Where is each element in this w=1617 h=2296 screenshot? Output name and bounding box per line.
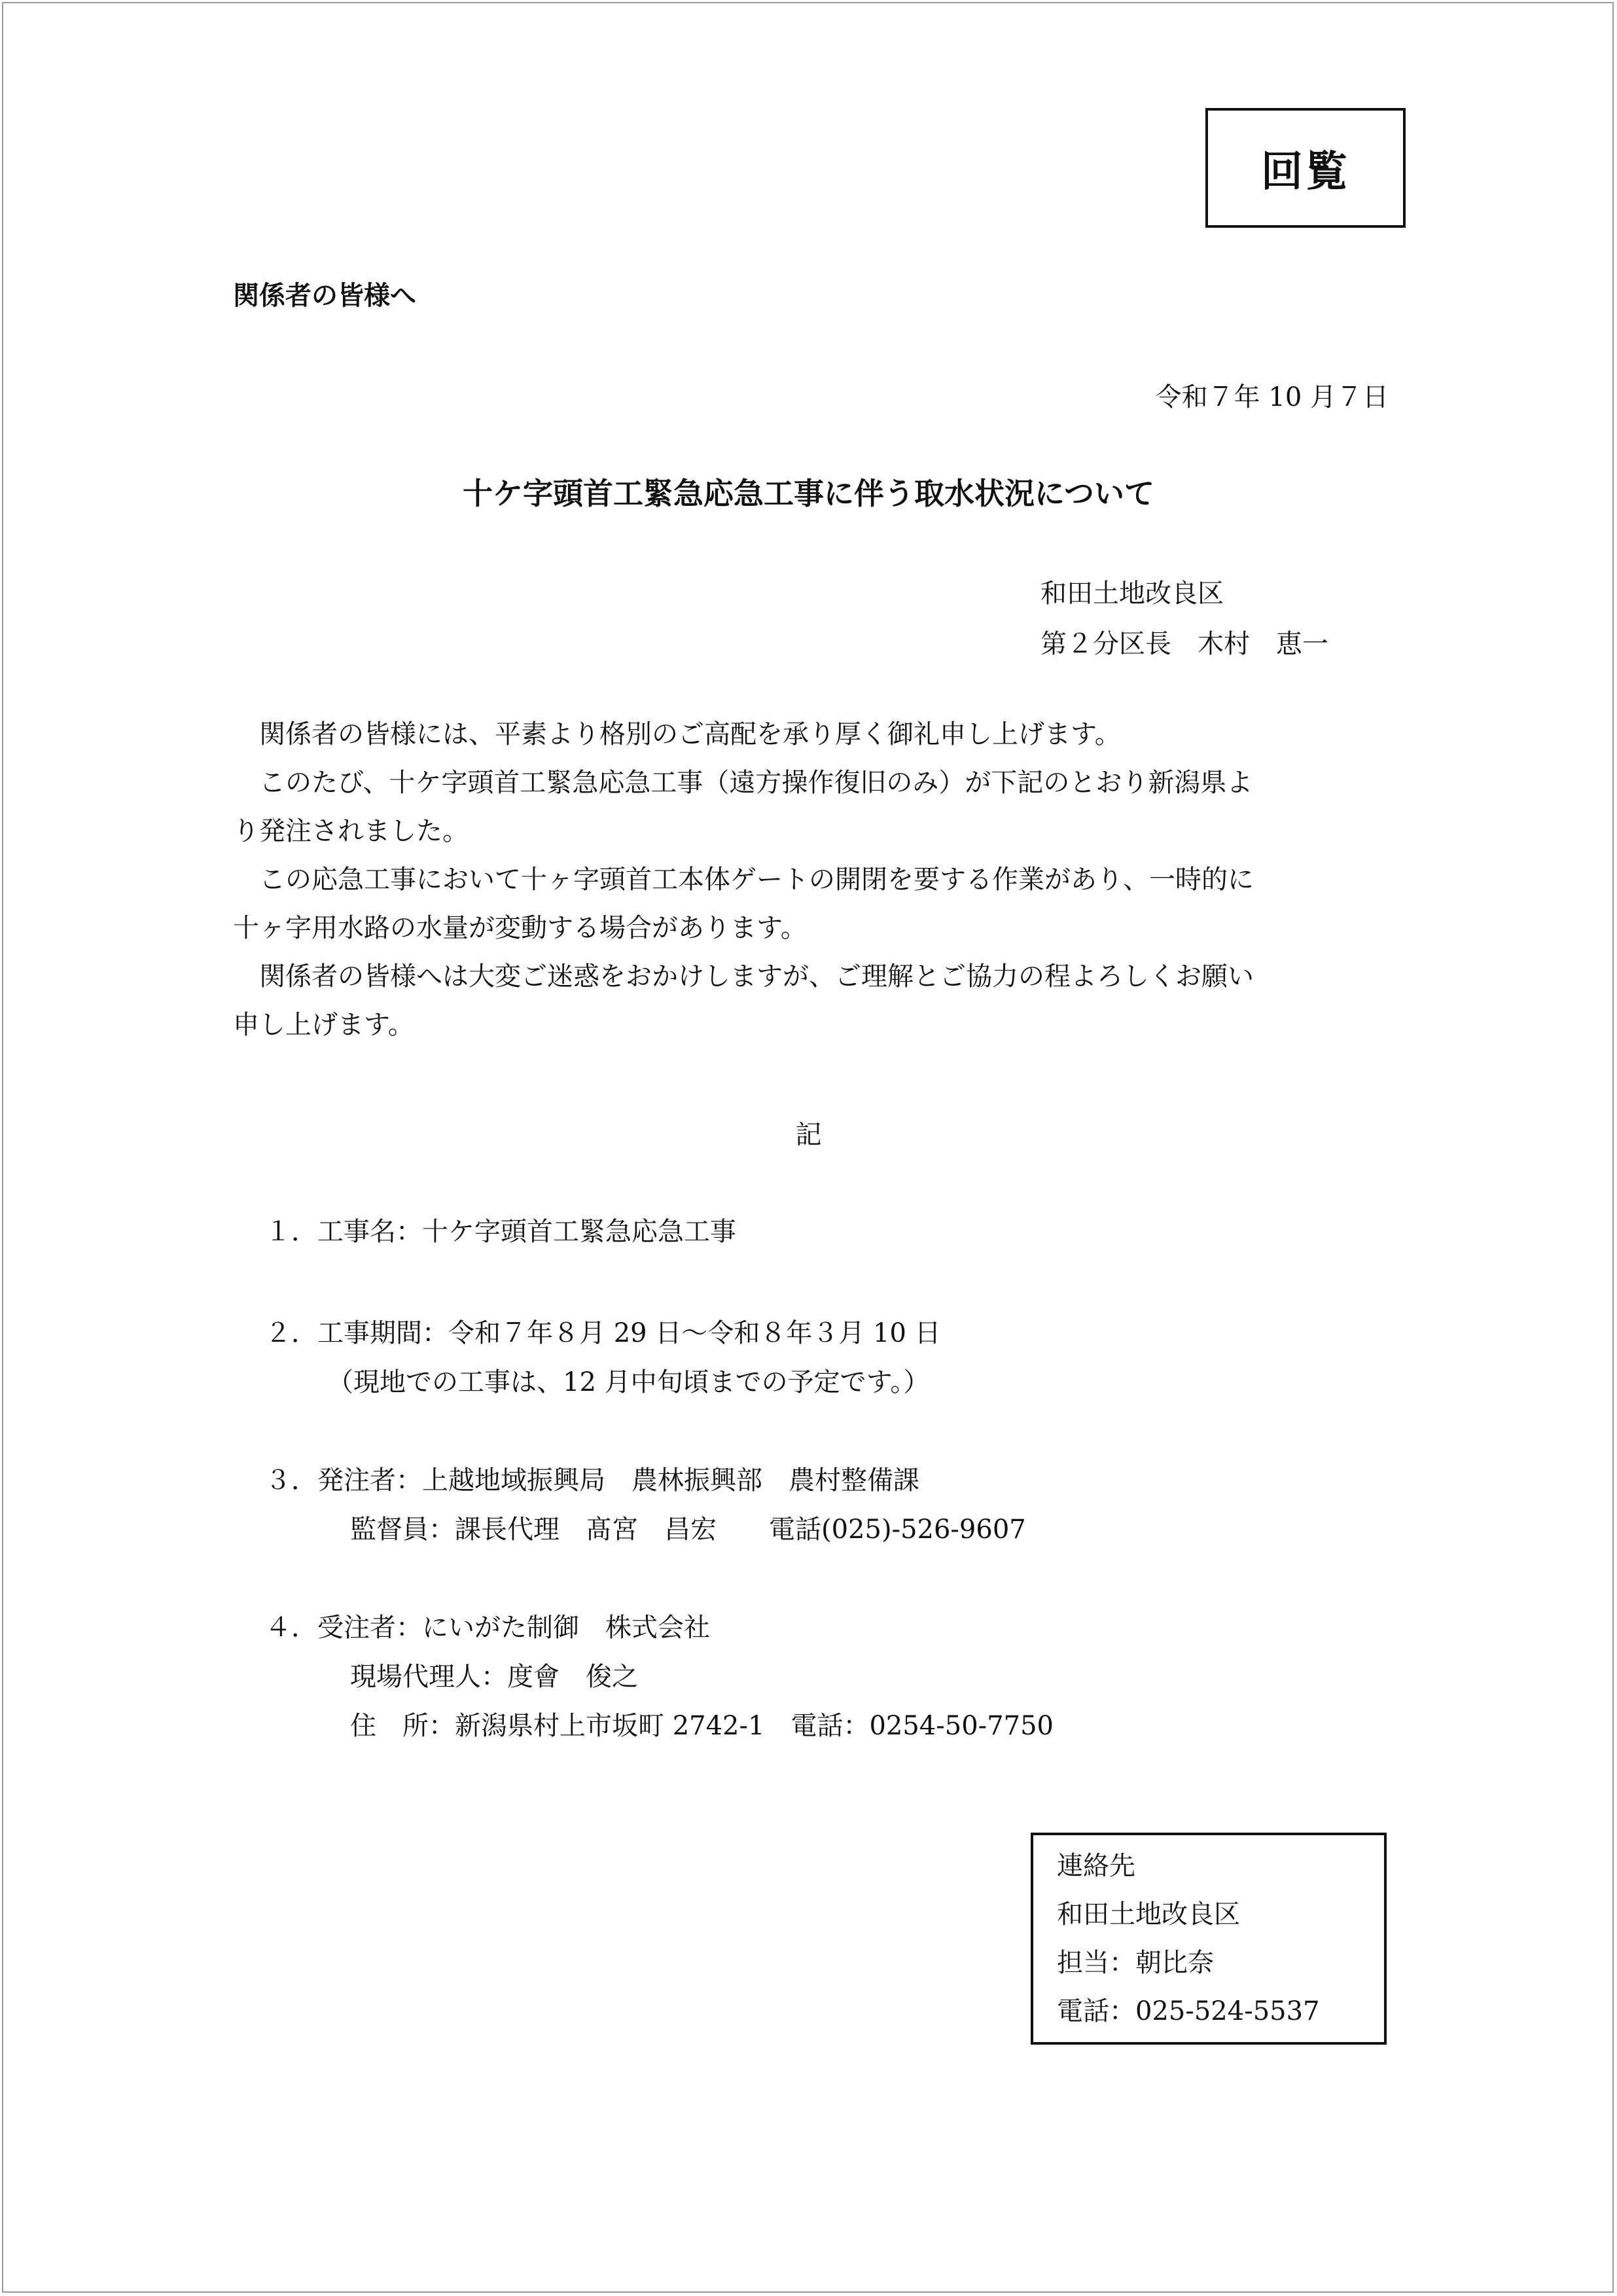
body-line: このたび、十ケ字頭首工緊急応急工事（遠方操作復旧のみ）が下記のとおり新潟県よ	[233, 768, 1253, 798]
document-title: 十ケ字頭首工緊急応急工事に伴う取水状況について	[462, 476, 1155, 511]
contact-organization: 和田土地改良区	[1057, 1899, 1240, 1929]
item-1-construction-name: １．工事名：十ケ字頭首工緊急応急工事	[265, 1217, 736, 1247]
item-4-contractor: ４．受注者：にいがた制御 株式会社	[265, 1613, 710, 1643]
item-4-site-agent: 現場代理人：度會 俊之	[350, 1662, 638, 1692]
ki-heading: 記	[795, 1120, 822, 1150]
addressee: 関係者の皆様へ	[233, 281, 416, 311]
body-line: 申し上げます。	[233, 1010, 414, 1040]
contact-phone: 電話：025-524-5537	[1057, 1996, 1320, 2026]
item-3-orderer: ３．発注者：上越地域振興局 農林振興部 農村整備課	[265, 1465, 919, 1496]
body-line: 関係者の皆様へは大変ご迷惑をおかけしますが、ご理解とご協力の程よろしくお願い	[233, 961, 1254, 992]
item-3-supervisor: 監督員：課長代理 髙宮 昌宏 電話(025)-526-9607	[350, 1515, 1026, 1545]
item-2-construction-period: ２．工事期間：令和７年８月 29 日～令和８年３月 10 日	[265, 1318, 941, 1348]
item-4-address: 住 所：新潟県村上市坂町 2742-1 電話：0254-50-7750	[350, 1711, 1054, 1741]
body-line: この応急工事において十ヶ字頭首工本体ゲートの開閉を要する作業があり、一時的に	[233, 865, 1254, 895]
contact-person: 担当：朝比奈	[1057, 1948, 1214, 1978]
sender-name: 第２分区長 木村 恵一	[1040, 629, 1328, 659]
circulation-stamp-label: 回覧	[1261, 147, 1350, 196]
contact-heading: 連絡先	[1057, 1851, 1135, 1881]
circulation-stamp-box	[1205, 108, 1406, 228]
body-line: 十ヶ字用水路の水量が変動する場合があります。	[233, 913, 807, 943]
document-date: 令和７年 10 月７日	[1155, 382, 1389, 412]
body-line: 関係者の皆様には、平素より格別のご高配を承り厚く御礼申し上げます。	[233, 719, 1121, 749]
body-line: り発注されました。	[233, 816, 469, 846]
contact-box	[1031, 1833, 1387, 2045]
sender-organization: 和田土地改良区	[1040, 579, 1224, 609]
body-text	[233, 710, 1254, 1049]
item-2-note: （現地での工事は、12 月中旬頃までの予定です。）	[327, 1367, 930, 1397]
